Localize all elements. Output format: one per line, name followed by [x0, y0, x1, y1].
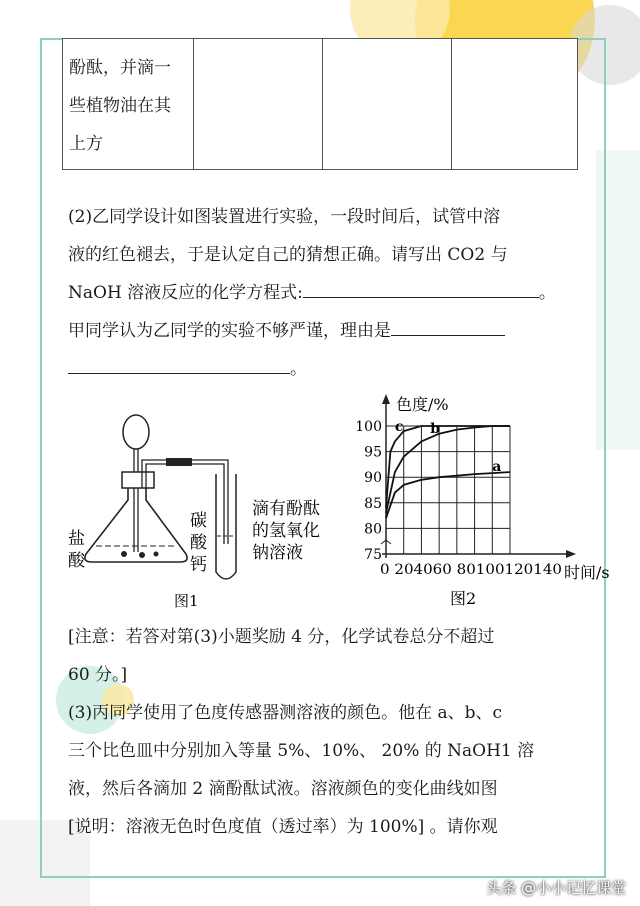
watermark: 头条 @小小记忆课堂 — [486, 879, 626, 897]
table-cell-procedure — [63, 39, 194, 170]
table-cell-empty — [323, 39, 452, 170]
label-carbonate: 碳酸钙 — [190, 511, 207, 575]
series-line-a — [386, 472, 510, 518]
cell-line: 酚酞，并滴一 — [69, 58, 171, 78]
chart-axes — [381, 394, 576, 558]
flask-stopper — [122, 472, 154, 488]
y-tick-label: 75 — [364, 547, 382, 563]
note — [68, 618, 588, 694]
q2-line: (2)乙同学设计如图装置进行实验，一段时间后，试管中溶 — [68, 207, 501, 227]
table-row — [63, 39, 578, 170]
q2-line: 液的红色褪去，于是认定自己的猜想正确。请写出 CO2 与 — [68, 245, 508, 265]
x-tick-labels: 0 204060 80100120140 — [380, 562, 562, 578]
y-axis-label: 色度/% — [396, 395, 449, 414]
q2-line — [68, 350, 588, 388]
table-cell-empty — [194, 39, 323, 170]
q2-equation-prompt: NaOH 溶液反应的化学方程式: — [68, 283, 303, 303]
punctuation: 。 — [538, 283, 556, 303]
q2-line — [68, 312, 588, 350]
funnel-bulb — [123, 415, 149, 449]
table-cell-empty — [452, 39, 578, 170]
figure-1-apparatus — [66, 404, 346, 619]
q3-line: 液，然后各滴加 2 滴酚酞试液。溶液颜色的变化曲线如图 — [68, 779, 498, 799]
label-solution: 滴有酚酞的氢氧化钠溶液 — [252, 499, 320, 563]
series-label-a: a — [492, 459, 502, 476]
chart-grid — [386, 426, 510, 554]
y-axis-arrow — [382, 394, 390, 404]
q3-line: 三个比色皿中分别加入等量 5%、10%、 20% 的 NaOH1 溶 — [68, 741, 535, 761]
equation-answer-blank[interactable] — [303, 277, 539, 298]
reason-answer-blank-2[interactable] — [68, 353, 290, 374]
y-tick-label: 85 — [364, 495, 382, 512]
y-tick-label: 90 — [364, 470, 382, 487]
test-tube — [216, 474, 236, 579]
rubber-connector — [166, 458, 192, 466]
carbonate-lump — [154, 552, 159, 557]
carbonate-lump — [139, 552, 145, 558]
reason-answer-blank-1[interactable] — [391, 315, 505, 336]
question-2 — [68, 198, 588, 388]
figure-2-chart — [354, 390, 610, 610]
x-axis-arrow — [566, 550, 576, 558]
series-label-c: c — [394, 419, 404, 436]
note-line: 60 分。] — [68, 665, 128, 685]
q2-line — [68, 274, 588, 312]
q3-line: [说明：溶液无色时色度值（透过率）为 100%] 。请你观 — [68, 817, 498, 837]
cell-line: 些植物油在其 — [69, 96, 171, 116]
series-label-b: b — [430, 421, 441, 438]
carbonate-lump — [121, 551, 127, 557]
figure-1-caption: 图1 — [174, 592, 199, 610]
delivery-tube — [142, 460, 228, 544]
y-tick-label: 80 — [364, 521, 382, 538]
experiment-table — [62, 38, 578, 170]
label-acid: 盐酸 — [68, 529, 85, 571]
question-3 — [68, 694, 588, 846]
funnel-stem — [134, 449, 138, 552]
q3-line: (3)丙同学使用了色度传感器测溶液的颜色。他在 a、b、c — [68, 703, 503, 723]
x-axis-label: 时间/s — [564, 563, 610, 582]
punctuation: 。 — [290, 359, 307, 379]
figure-2-caption: 图2 — [450, 589, 477, 608]
conical-flask — [85, 488, 187, 562]
q2-reason-prompt: 甲同学认为乙同学的实验不够严谨，理由是 — [68, 321, 391, 341]
y-tick-label: 95 — [364, 444, 382, 461]
note-line: [注意：若答对第(3)小题奖励 4 分，化学试卷总分不超过 — [68, 627, 495, 647]
y-tick-label: 100 — [355, 419, 382, 435]
cell-line: 上方 — [69, 134, 103, 154]
